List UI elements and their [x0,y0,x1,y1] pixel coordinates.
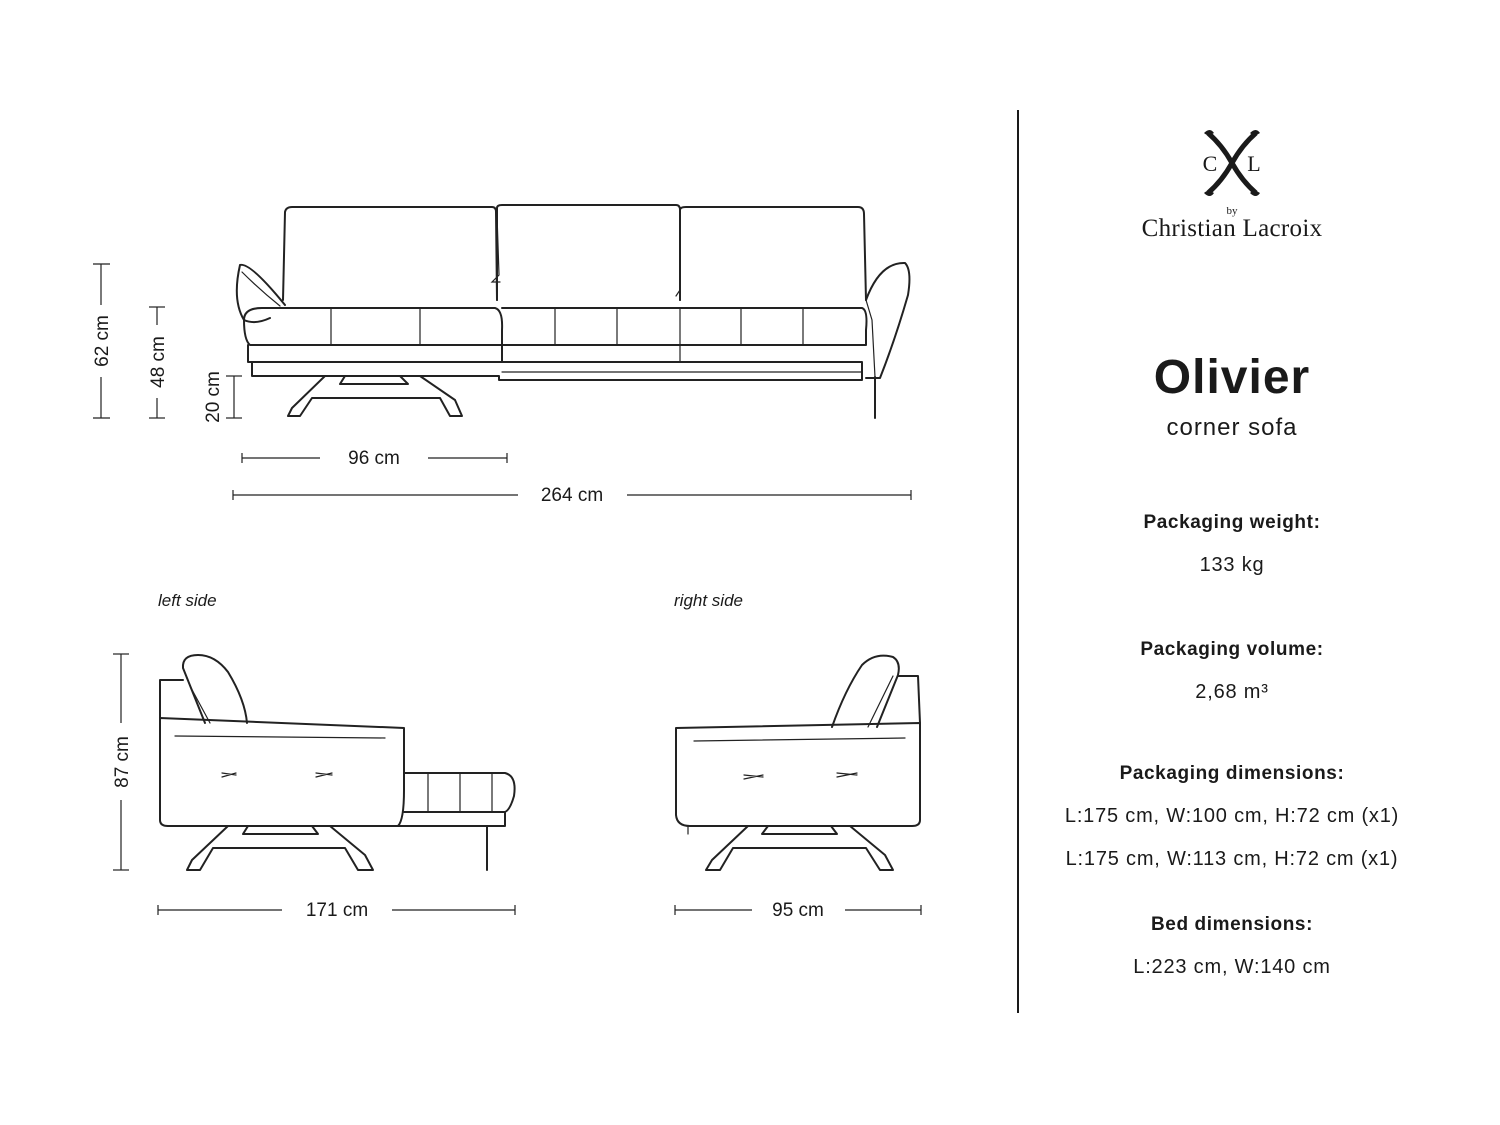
spec-label-packaging-dimensions: Packaging dimensions: [1119,763,1345,784]
total-width-dimension [233,485,911,506]
total-width-label: 264 cm [540,485,604,506]
right-side-depth-dimension [675,900,921,921]
front-height-label: 62 cm [92,315,113,367]
sofa-front-view [237,205,910,418]
front-seat-height-dimension [148,307,169,418]
svg-text:C: C [1202,151,1218,176]
front-seat-height-label: 48 cm [148,336,169,388]
sofa-left-side-view [160,655,515,870]
vertical-divider [1017,110,1019,1013]
front-height-dimension [92,264,113,418]
chaise-width-label: 96 cm [348,448,400,469]
spec-value-volume: 2,68 m³ [1195,681,1269,703]
left-side-height-dimension [112,654,133,870]
brand-logo [1030,125,1434,245]
chaise-width-dimension [242,448,507,469]
monogram-logo [1030,125,1434,205]
logo-by: by [1226,205,1238,217]
front-leg-height-label: 20 cm [203,371,224,423]
spec-value-weight: 133 kg [1199,554,1265,576]
spec-value-packaging-dimensions-1: L:175 cm, W:100 cm, H:72 cm (x1) [1064,805,1400,827]
left-side-depth-label: 171 cm [305,900,369,921]
spec-label-volume: Packaging volume: [1140,639,1324,660]
right-side-depth-label: 95 cm [772,900,824,921]
product-type: corner sofa [1166,414,1298,441]
svg-text:L: L [1247,151,1261,176]
sofa-right-side-view [676,656,920,870]
right-side-label: right side [674,591,743,610]
spec-label-bed-dimensions: Bed dimensions: [1150,914,1314,935]
left-side-label: left side [158,591,217,610]
spec-label-weight: Packaging weight: [1143,512,1321,533]
left-side-depth-dimension [158,900,515,921]
spec-value-packaging-dimensions-2: L:175 cm, W:113 cm, H:72 cm (x1) [1065,848,1399,870]
spec-value-bed-dimensions: L:223 cm, W:140 cm [1133,956,1331,978]
left-side-height-label: 87 cm [112,736,133,788]
front-leg-height-dimension [203,371,242,423]
brand-name: Christian Lacroix [1141,215,1323,242]
product-name: Olivier [1153,351,1311,404]
